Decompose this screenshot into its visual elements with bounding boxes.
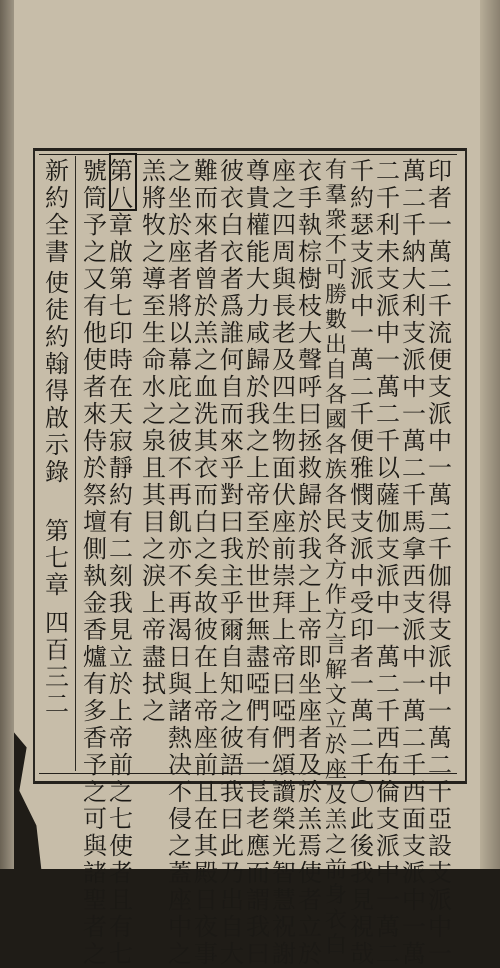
book-binding bbox=[480, 0, 500, 869]
text-column: 千約瑟支派中一萬二千便雅憫支派中受印者一萬二千〇此後我見視哉 bbox=[350, 157, 374, 968]
chapter-label: 第七章 bbox=[45, 517, 69, 599]
text-column: 尊貴權能大力咸歸於我之上帝至於世世無盡啞們有一長老應而謂我曰 bbox=[246, 157, 270, 968]
text-column: 難而來者曾於羔之血洗其衣而白之矣故彼在上帝座前且在其殿日夜事 bbox=[194, 157, 218, 968]
text-column: 之坐於座者將以幕庇之彼不再飢亦不再渴日與諸熱决不侵之蓋座中之 bbox=[168, 157, 192, 968]
text-column: 彼衣白衣者爲誰何自而來乎對曰我主乎爾自知之彼語我曰此乃出自大 bbox=[220, 157, 244, 968]
page-number: 四百三二 bbox=[45, 609, 69, 718]
book-title: 使徒約翰得啟示錄 bbox=[45, 269, 69, 486]
text-column: 有羣衆不可勝數出自各國各族各民各方作方言解文立於座及羔之前身衣白 bbox=[324, 158, 347, 958]
text-column: 號筒予之又有他使者來侍於祭壇側執金香爐有多香予之可與諸聖者之 bbox=[83, 157, 107, 968]
text-column: 羔將牧之導至生命水之泉且其目之淚上帝盡拭之 bbox=[142, 157, 166, 725]
text-column: 二千利未支派中一萬二千以薩伽支派中一萬二千西布倫支派中一萬二 bbox=[376, 157, 400, 968]
text-column: 座之四周與長老及四生物面伏座前崇拜上帝曰啞們頌讚榮光智慧祝謝 bbox=[272, 157, 296, 968]
text-column: 第八章啟第七印時在天寂靜約有二刻我見立於上帝前之七使者且有七 bbox=[109, 157, 133, 968]
page-edges bbox=[0, 0, 14, 869]
margin-rule bbox=[75, 156, 76, 771]
text-column: 衣手執棕樹枝大聲呼曰拯救歸於我之上帝即坐座者及於羔焉使者立於 bbox=[298, 157, 322, 968]
text-column: 印者一萬二千流便支派中一萬二千伽得支派中一萬二千亞設支派中一 bbox=[428, 157, 452, 968]
text-column: 萬二千納大利支派中一萬二千馬拿西支派中一萬二千西面支派中一萬 bbox=[402, 157, 426, 968]
running-title: 新約全書 bbox=[45, 157, 69, 266]
